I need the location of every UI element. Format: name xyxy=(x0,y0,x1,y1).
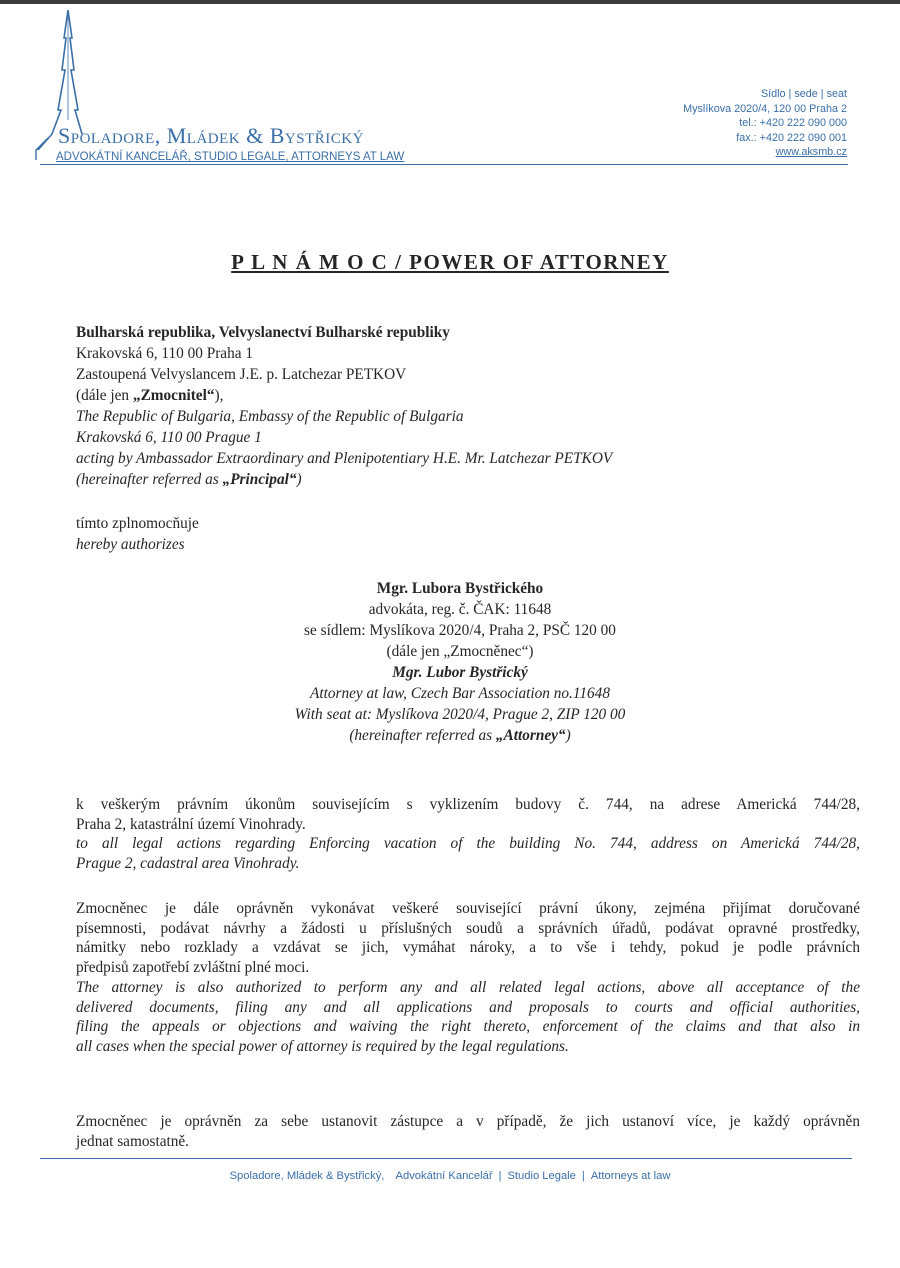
footer-divider xyxy=(40,1158,852,1159)
powers-en-line: delivered documents, filing any and all applications and proposals to courts and official authorities, xyxy=(76,998,860,1016)
substitution-cz-line: jednat samostatně. xyxy=(76,1132,189,1150)
principal-alias-en: (hereinafter referred as „Principal“) xyxy=(76,471,302,488)
principal-name-cz: Bulharská republika, Velvyslanectví Bulharské republiky xyxy=(76,324,450,341)
contact-web-link[interactable]: www.aksmb.cz xyxy=(775,146,847,158)
authorizes-block xyxy=(76,513,199,555)
scan-top-edge xyxy=(0,0,900,4)
footer-part-3: Attorneys at law xyxy=(590,1170,671,1182)
principal-address-cz: Krakovská 6, 110 00 Praha 1 xyxy=(76,345,254,362)
scope-cz-line: Praha 2, katastrální území Vinohrady. xyxy=(76,815,306,833)
authorizes-en: hereby authorizes xyxy=(76,536,185,553)
attorney-name-cz: Mgr. Lubora Bystřického xyxy=(376,580,544,597)
footer-separator: | xyxy=(498,1170,502,1182)
powers-paragraph xyxy=(76,899,860,1057)
firm-subtitle: ADVOKÁTNÍ KANCELÁŘ, STUDIO LEGALE, ATTORNEYS AT LAW xyxy=(56,151,405,163)
attorney-alias-cz: (dále jen „Zmocněnec“) xyxy=(386,643,534,660)
scope-paragraph xyxy=(76,795,860,874)
powers-cz-line: námitky nebo rozklady a vzdávat se jich, vymáhat nároky, a to vše i tehdy, pokud je podle právních xyxy=(76,939,860,957)
document-title: P L N Á M O C / POWER OF ATTORNEY xyxy=(231,250,669,274)
principal-block xyxy=(76,322,612,490)
attorney-seat-cz: se sídlem: Myslíkova 2020/4, Praha 2, PSČ 120 00 xyxy=(304,622,616,639)
contact-tel: tel.: +420 222 090 000 xyxy=(739,117,847,129)
substitution-cz-line: Zmocněnec je oprávněn za sebe ustanovit zástupce a v případě, že jich ustanoví více, je každý oprávněn xyxy=(76,1113,860,1130)
attorney-reg-en: Attorney at law, Czech Bar Association no.11648 xyxy=(310,685,610,702)
principal-address-en: Krakovská 6, 110 00 Prague 1 xyxy=(76,429,262,446)
footer-separator: | xyxy=(581,1170,585,1182)
attorney-seat-en: With seat at: Myslíkova 2020/4, Prague 2, ZIP 120 00 xyxy=(294,706,626,723)
attorney-reg-cz: advokáta, reg. č. ČAK: 11648 xyxy=(368,601,552,618)
principal-name-en: The Republic of Bulgaria, Embassy of the Republic of Bulgaria xyxy=(76,408,464,425)
contact-address: Myslíkova 2020/4, 120 00 Praha 2 xyxy=(683,102,847,115)
authorizes-cz: tímto zplnomocňuje xyxy=(76,515,199,532)
footer-part-1: Advokátní Kancelář xyxy=(395,1170,493,1182)
powers-cz-line: písemnosti, podávat návrhy a žádosti u příslušných soudů a správních úřadů, podávat opravné prostředky, xyxy=(76,919,860,937)
substitution-paragraph xyxy=(76,1112,860,1151)
powers-en-line: filing the appeals or objections and waiving the right thereto, enforcement of the claims and that also in xyxy=(76,1018,860,1036)
header-divider xyxy=(40,164,848,165)
contact-seat-label: Sídlo | sede | seat xyxy=(760,88,847,100)
principal-represented-en: acting by Ambassador Extraordinary and Plenipotentiary H.E. Mr. Latchezar PETKOV xyxy=(76,450,613,467)
contact-block xyxy=(683,87,847,160)
scope-cz-line: k veškerým právním úkonům souvisejícím s vyklizením budovy č. 744, na adrese Americká 744/28, xyxy=(76,796,860,813)
powers-en-line: The attorney is also authorized to perform any and all related legal actions, above all acceptance of the xyxy=(76,978,860,996)
powers-cz-line: předpisů zapotřebí zvláštní plné moci. xyxy=(76,959,310,977)
firm-name: Spoladore, Mládek & Bystřický xyxy=(58,123,364,148)
attorney-block xyxy=(0,578,900,746)
contact-fax: fax.: +420 222 090 001 xyxy=(736,131,847,144)
powers-en-line: all cases when the special power of attorney is required by the legal regulations. xyxy=(76,1037,569,1055)
principal-represented-cz: Zastoupená Velvyslancem J.E. p. Latchezar PETKOV xyxy=(76,366,407,383)
scope-en-line: to all legal actions regarding Enforcing vacation of the building No. 744, address on Americká 744/28, xyxy=(76,835,860,853)
footer xyxy=(0,1170,900,1182)
powers-cz-line: Zmocněnec je dále oprávněn vykonávat veškeré související právní úkony, zejména přijímat doručované xyxy=(76,900,860,917)
scope-en-line: Prague 2, cadastral area Vinohrady. xyxy=(76,855,300,873)
principal-alias-cz: (dále jen „Zmocnitel“), xyxy=(76,387,224,404)
footer-firm: Spoladore, Mládek & Bystřický, xyxy=(229,1170,385,1182)
attorney-name-en: Mgr. Lubor Bystřický xyxy=(392,664,528,681)
footer-part-2: Studio Legale xyxy=(507,1170,576,1182)
attorney-alias-en: (hereinafter referred as „Attorney“) xyxy=(349,727,571,744)
